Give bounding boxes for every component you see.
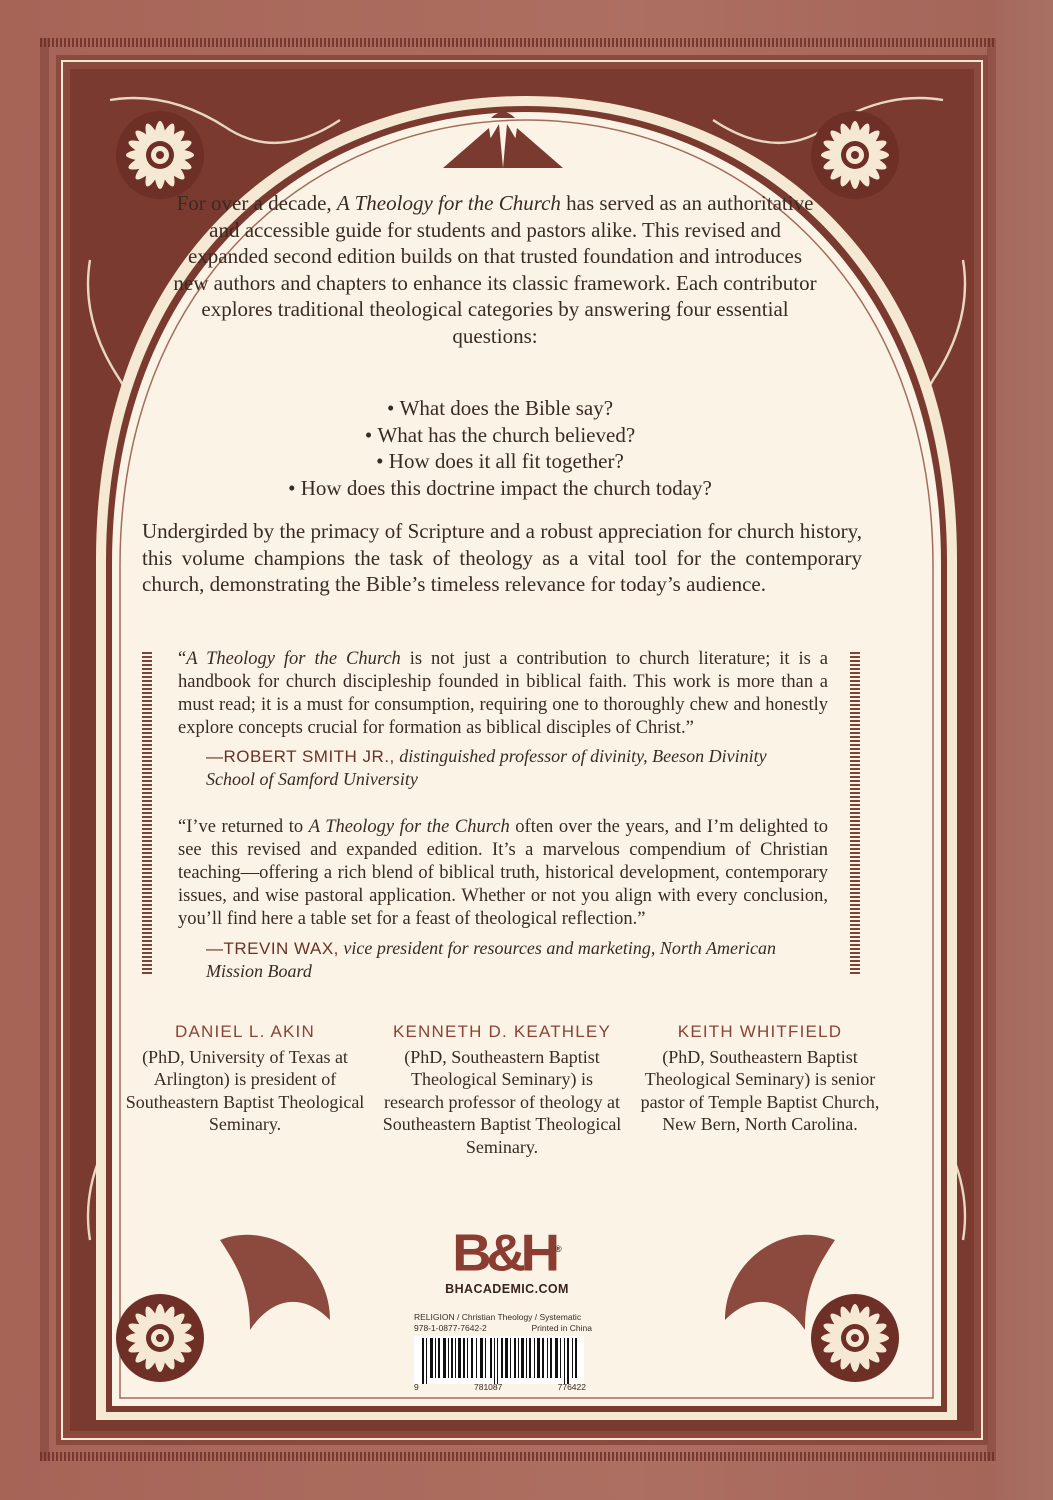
endorsement-stripe-left	[142, 652, 152, 974]
quote-open: “I’ve returned to	[178, 817, 309, 837]
endorser-role: distinguished professor of divinity, Beeson Divinity School of Samford University	[206, 746, 767, 789]
intro-body: has served as an authoritative and accessible guide for students and pastors alike. This revised and expanded second edition builds on that trusted foundation and introduces new authors and chapters to enhance its classic framework. Each contributor explores traditional theological categories by answering four essential questions:	[173, 191, 817, 348]
endorser-name: —ROBERT SMITH JR.,	[206, 747, 395, 766]
quote-title: A Theology for the Church	[186, 649, 401, 669]
question-item: • How does it all fit together?	[230, 448, 770, 475]
endorsement-attribution	[206, 937, 816, 983]
publisher-url: BHACADEMIC.COM	[445, 1282, 569, 1297]
endorsement-quote	[178, 816, 828, 931]
registered-mark-icon: ®	[554, 1244, 562, 1254]
intro-lead: For over a decade,	[176, 191, 332, 215]
barcode-icon	[414, 1336, 584, 1384]
author-bio	[640, 1021, 880, 1136]
endorsement-attribution	[206, 745, 816, 791]
author-bio	[382, 1021, 622, 1158]
logo-text: B&H	[452, 1224, 555, 1283]
quote-open: “	[178, 649, 187, 669]
isbn-number: 978-1-0877-7642-2	[414, 1323, 487, 1333]
intro-paragraph	[170, 190, 820, 349]
printed-in: Printed in China	[531, 1323, 592, 1333]
quote-title: A Theology for the Church	[308, 817, 510, 837]
author-credentials: (PhD, Southeastern Baptist Theological Seminary) is senior pastor of Temple Baptist Church, New Bern, North Carolina.	[640, 1046, 880, 1134]
endorsement-quote	[178, 648, 828, 740]
question-item: • What has the church believed?	[230, 422, 770, 449]
book-title-inline: A Theology for the Church	[336, 191, 561, 215]
barcode-digit-group: 9	[414, 1382, 419, 1392]
author-name: KENNETH D. KEATHLEY	[392, 1022, 612, 1041]
question-item: • How does this doctrine impact the church today?	[230, 475, 770, 502]
barcode-digit-group: 776422	[557, 1382, 586, 1392]
endorsement-stripe-right	[850, 652, 860, 974]
endorser-role: vice president for resources and marketing, North American Mission Board	[206, 938, 776, 981]
quote-text: often over the years, and I’m delighted to see this revised and expanded edition. It’s a marvelous compendium of Christian teaching—offering a rich blend of biblical truth, historical development, contemporary issues, and wise pastoral application. Whether or not you align with every conclusion, you’ll find here a table set for a feast of theological reflection.”	[178, 817, 828, 929]
publisher-logo	[432, 1222, 582, 1296]
quote-text: is not just a contribution to church literature; it is a handbook for church discipleship founded in biblical faith. This work is more than a must read; it is a must for consumption, requiring one to thoroughly chew and honestly explore concepts crucial for formation as biblical disciples of Christ.”	[178, 649, 828, 738]
author-credentials: (PhD, Southeastern Baptist Theological Seminary) is research professor of theology at Southeastern Baptist Theological Seminary.	[382, 1046, 622, 1157]
author-name: KEITH WHITFIELD	[677, 1022, 843, 1041]
essential-questions-list	[230, 395, 770, 501]
barcode-block	[414, 1312, 592, 1392]
publisher-logo-mark	[428, 1222, 586, 1283]
isbn-line	[414, 1323, 592, 1334]
question-item: • What does the Bible say?	[230, 395, 770, 422]
author-name: DANIEL L. AKIN	[175, 1022, 315, 1041]
summary-paragraph: Undergirded by the primacy of Scripture and a robust appreciation for church history, this volume champions the task of theology as a vital tool for the contemporary church, demonstrating the Bible’s timeless relevance for today’s audience.	[142, 519, 862, 596]
author-credentials: (PhD, University of Texas at Arlington) is president of Southeastern Baptist Theological Seminary.	[125, 1046, 365, 1134]
bisac-category: RELIGION / Christian Theology / Systematic	[414, 1312, 582, 1322]
author-bio	[125, 1021, 365, 1136]
endorser-name: —TREVIN WAX,	[206, 939, 339, 958]
barcode-digit-group: 781087	[473, 1382, 503, 1392]
